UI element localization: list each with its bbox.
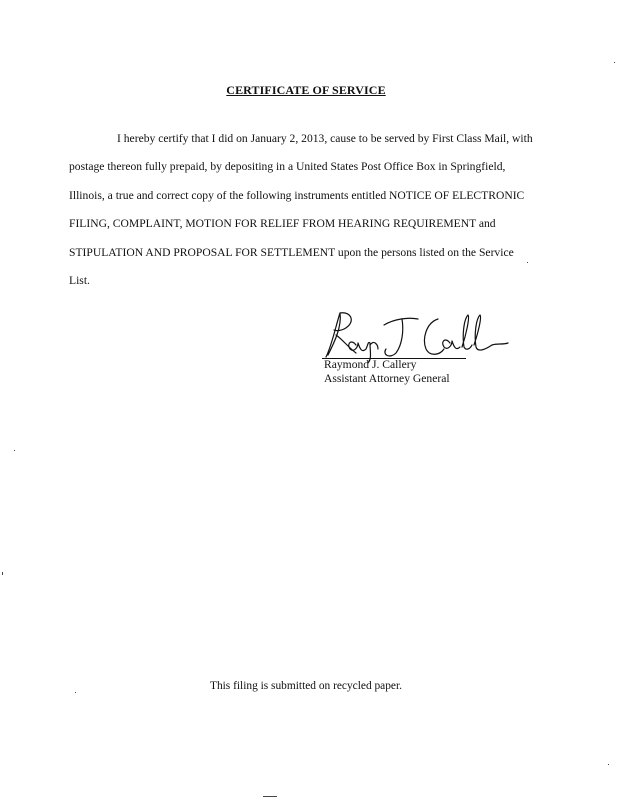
signature-icon xyxy=(322,305,522,365)
scan-speck xyxy=(14,450,15,451)
paragraph-line: Illinois, a true and correct copy of the following instruments entitled NOTICE OF ELECTRONIC xyxy=(69,188,525,202)
signer-block xyxy=(324,358,450,386)
signer-name: Raymond J. Callery xyxy=(324,358,417,371)
signature-image xyxy=(322,305,522,365)
scan-speck xyxy=(608,764,609,765)
certification-paragraph xyxy=(69,125,539,295)
scan-speck xyxy=(614,62,615,63)
scan-speck xyxy=(75,692,76,693)
paragraph-line: I hereby certify that I did on January 2, 2013, cause to be served by First Class Mail, with xyxy=(117,132,533,145)
scan-speck xyxy=(2,572,3,575)
paragraph-line: postage thereon fully prepaid, by depositing in a United States Post Office Box in Springfield, xyxy=(69,160,506,174)
document-title: CERTIFICATE OF SERVICE xyxy=(226,83,386,97)
paragraph-line: FILING, COMPLAINT, MOTION FOR RELIEF FROM HEARING REQUIREMENT and xyxy=(69,217,496,231)
scan-speck xyxy=(527,262,528,263)
signer-title: Assistant Attorney General xyxy=(324,372,450,385)
paragraph-line: List. xyxy=(69,274,90,288)
paragraph-line: STIPULATION AND PROPOSAL FOR SETTLEMENT upon the persons listed on the Service xyxy=(69,245,514,259)
scan-speck xyxy=(263,796,277,797)
footer-note: This filing is submitted on recycled paper. xyxy=(209,680,403,692)
